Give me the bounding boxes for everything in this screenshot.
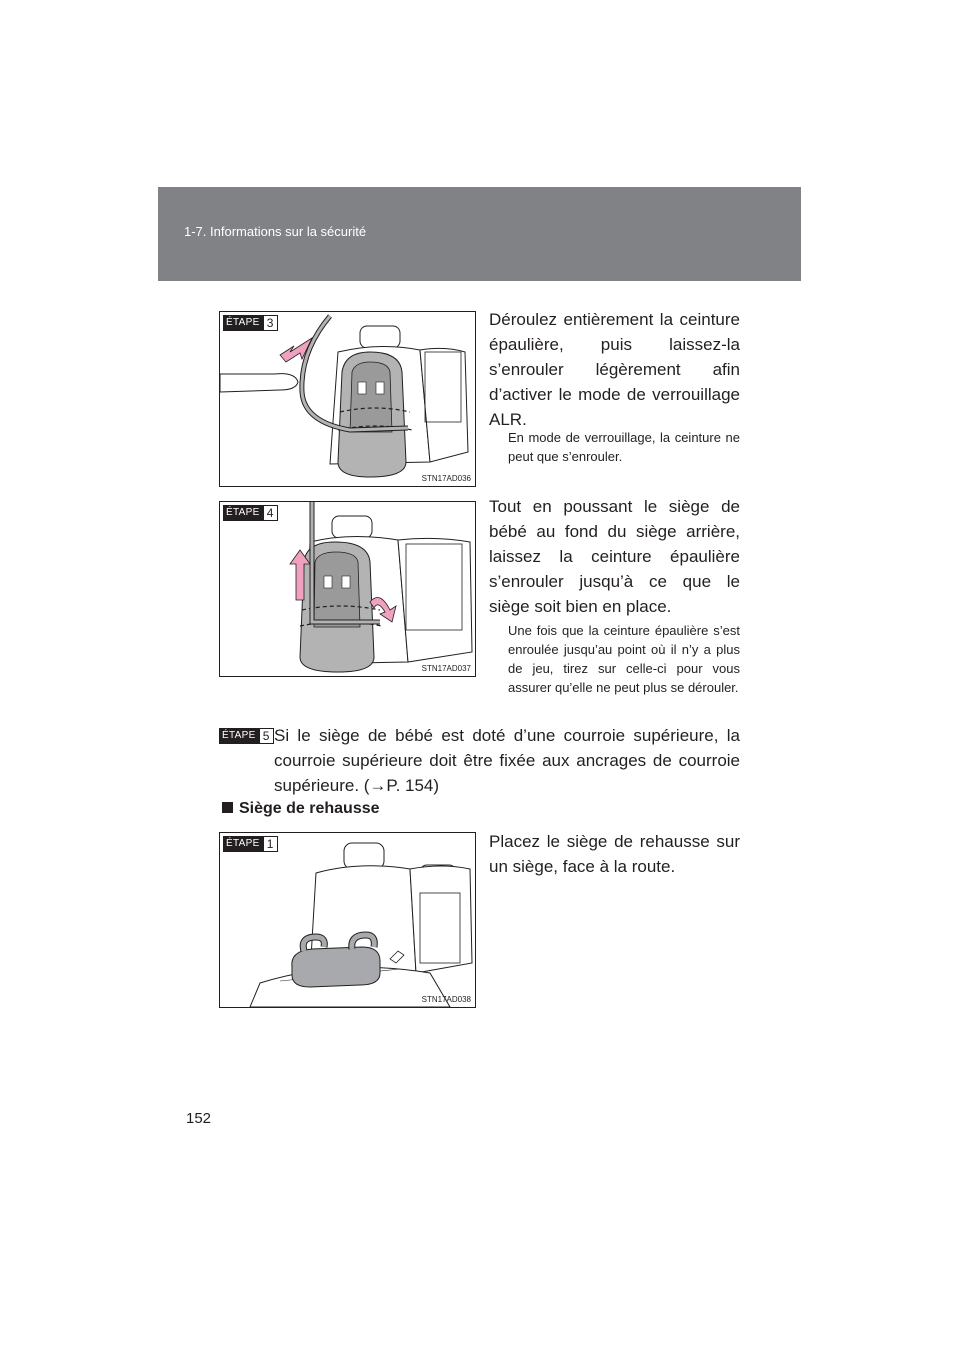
step-badge-word: ÉTAPE — [223, 315, 263, 331]
section-title: 1-7. Informations sur la sécurité — [184, 224, 367, 239]
step-4-text: Tout en poussant le siège de bébé au fond du siège arrière, laissez la ceinture épaulière s’enrouler jusqu’à ce que le siège soit bien en place. — [489, 497, 740, 616]
figure-step-3 — [219, 311, 476, 487]
step-badge-word: ÉTAPE — [223, 505, 263, 521]
step-3-note: En mode de verrouillage, la ceinture ne peut que s’enrouler. — [508, 430, 740, 464]
figure-code: STN17AD036 — [421, 474, 471, 483]
square-bullet-icon — [222, 802, 233, 813]
booster-heading-text: Siège de rehausse — [239, 800, 380, 817]
step-badge-number: 3 — [263, 315, 278, 331]
step-badge-booster-1 — [223, 836, 278, 852]
step-badge-number: 4 — [263, 505, 278, 521]
step-badge-word: ÉTAPE — [223, 836, 263, 852]
child-seat-illustration — [220, 502, 475, 676]
section-header — [158, 187, 801, 281]
booster-seat-illustration — [220, 833, 475, 1007]
step-4-note: Une fois que la ceinture épaulière s’est enroulée jusqu’au point où il n’y a plus de jeu, tirez sur celle-ci pour vous assurer qu’elle ne peut plus se dérouler. — [508, 623, 740, 695]
step-badge-5 — [219, 728, 274, 744]
child-seat-illustration — [220, 312, 475, 486]
figure-step-4 — [219, 501, 476, 677]
booster-step-1-text: Placez le siège de rehausse sur un siège, face à la route. — [489, 832, 740, 876]
figure-booster-step-1 — [219, 832, 476, 1008]
step-badge-4 — [223, 505, 278, 521]
booster-heading — [222, 800, 380, 818]
step-badge-number: 1 — [263, 836, 278, 852]
page-number: 152 — [186, 1110, 212, 1127]
step-badge-number: 5 — [259, 728, 274, 744]
figure-code: STN17AD037 — [421, 664, 471, 673]
figure-code: STN17AD038 — [421, 995, 471, 1004]
step-3-text: Déroulez entièrement la ceinture épaulière, puis laissez-la s’enrouler légèrement afin d’activer le mode de verrouillage ALR. — [489, 310, 740, 429]
step-badge-3 — [223, 315, 278, 331]
step-badge-word: ÉTAPE — [219, 728, 259, 744]
step-5-text: Si le siège de bébé est doté d’une courroie supérieure, la courroie supérieure doit être fixée aux ancrages de courroie supérieure. (→P. 154) — [274, 726, 740, 795]
